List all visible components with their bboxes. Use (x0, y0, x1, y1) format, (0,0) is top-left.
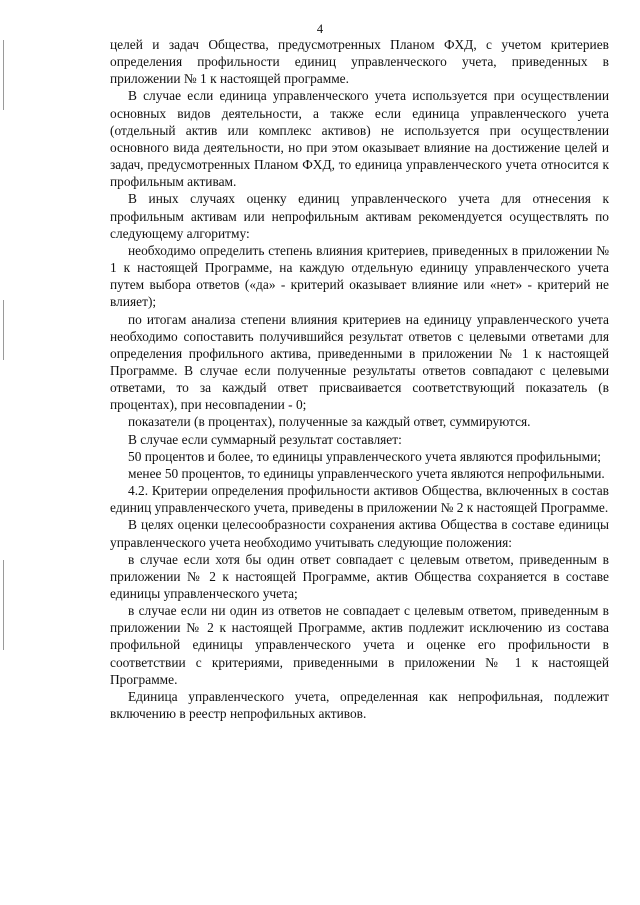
paragraph: в случае если хотя бы один ответ совпадает с целевым ответом, приведенным в приложении № 2 к настоящей Программе, актив Общества сохраняется в составе единицы управленческого учета; (110, 551, 609, 601)
paragraph: В случае если единица управленческого учета используется при осуществлении основных видов деятельности, а также если единица управленческого учета (отдельный актив или комплекс активов) не используется при осуществлении основного вида деятельности, но при этом оказывает влияние на достижение целей и задач, предусмотренных Планом ФХД, то единица управленческого учета относится к профильным активам. (110, 88, 609, 190)
paragraph: менее 50 процентов, то единицы управленческого учета являются непрофильными. (128, 465, 605, 481)
paragraph: в случае если ни один из ответов не совпадает с целевым ответом, приведенным в приложении № 2 к настоящей Программе, актив подлежит исключению из состава профильной единицы управленческого учета и оценке его профильности в соответствии с критериями, приведенными в приложении № 1 к настоящей Программе. (110, 603, 609, 687)
page-number: 4 (316, 22, 324, 36)
scan-edge-mark (3, 300, 4, 360)
paragraph: целей и задач Общества, предусмотренных Планом ФХД, с учетом критериев определения профильности единиц управленческого учета, приведенных в приложении № 1 к настоящей программе. (110, 37, 609, 87)
paragraph: необходимо определить степень влияния критериев, приведенных в приложении № 1 к настоящей Программе, на каждую отдельную единицу управленческого учета путем выбора ответов («да» - критерий оказывает влияние или «нет» - критерий не влияет); (110, 242, 609, 310)
paragraph: показатели (в процентах), полученные за каждый ответ, суммируются. (128, 414, 531, 430)
scan-edge-mark (3, 40, 4, 110)
paragraph: В целях оценки целесообразности сохранения актива Общества в составе единицы управленческого учета необходимо учитывать следующие положения: (110, 517, 609, 550)
document-body (110, 36, 609, 722)
scan-edge-mark (3, 560, 4, 650)
paragraph: Единица управленческого учета, определенная как непрофильная, подлежит включению в реестр непрофильных активов. (110, 688, 609, 722)
paragraph: по итогам анализа степени влияния критериев на единицу управленческого учета необходимо сопоставить получившийся результат ответов с целевыми ответами для определения профильного актива, приведенными в приложении № 1 к настоящей Программе. В случае если полученные результаты ответов совпадают с целевыми ответами, то за каждый ответ присваивается соответствующий показатель (в процентах), при несовпадении - 0; (110, 311, 609, 413)
paragraph: В случае если суммарный результат составляет: (128, 431, 402, 447)
section-paragraph: 4.2. Критерии определения профильности активов Общества, включенных в состав единиц управленческого учета, приведены в приложении № 2 к настоящей Программе. (110, 483, 609, 516)
paragraph: 50 процентов и более, то единицы управленческого учета являются профильными; (128, 448, 601, 464)
paragraph: В иных случаях оценку единиц управленческого учета для отнесения к профильным активам или непрофильным активам рекомендуется осуществлять по следующему алгоритму: (110, 191, 609, 241)
